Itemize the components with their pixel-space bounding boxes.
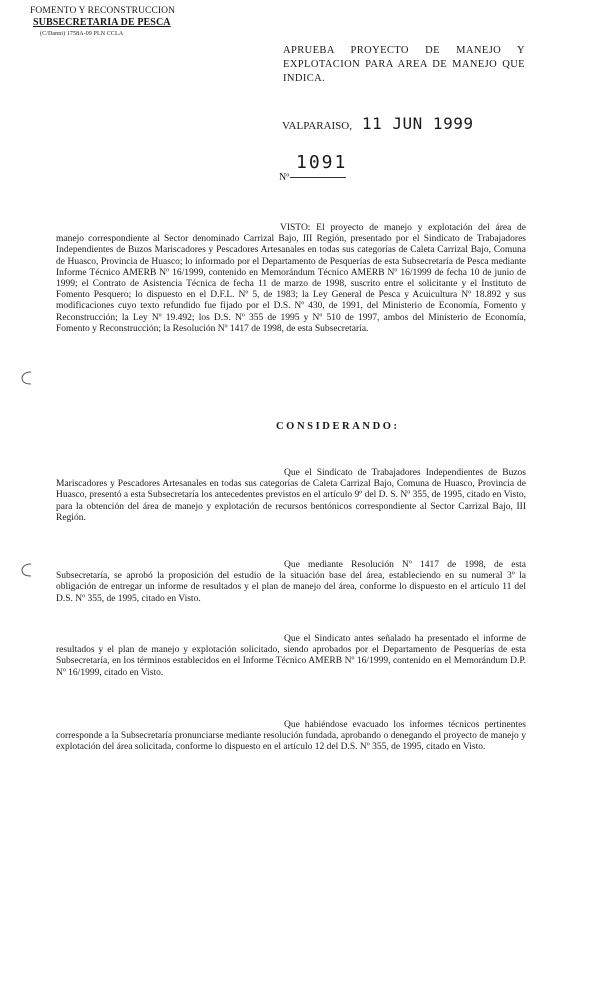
- file-reference: (C/Danni) 1758A-09 PLN CCLA: [40, 31, 124, 37]
- considerando-paragraph-1: Que el Sindicato de Trabajadores Independientes de Buzos Mariscadores y Pescadores Artesanales en todas sus categorías de Caleta Carrizal Bajo, Comuna de Huasco, Provincia de Huasco, presentó a esta Subsecretaría los antecedentes previstos en el artículo 9º del D. S. Nº 355, de 1995, citado en Visto, para la obtención del área de manejo y explotación de recursos bentónicos correspondiente al Sector Carrizal Bajo, III Región.: [56, 468, 526, 523]
- date-stamp: 11 JUN 1999: [362, 114, 474, 133]
- number-label: Nº: [279, 172, 290, 183]
- considerando-paragraph-4: Que habiéndose evacuado los informes técnicos pertinentes corresponde a la Subsecretaría pronunciarse mediante resolución fundada, aprobando o denegando el proyecto de manejo y explotación del área solicitada, conforme lo dispuesto en el artículo 12 del D.S. Nº 355, de 1995, citado en Visto.: [56, 720, 526, 753]
- considerando-title: CONSIDERANDO:: [276, 421, 400, 432]
- considerando-paragraph-2: Que mediante Resolución Nº 1417 de 1998, de esta Subsecretaría, se aprobó la proposición del estudio de la situación base del área, estableciendo en su numeral 3º la obligación de entregar un informe de resultados y el plan de manejo del área, conforme lo dispuesto en el artículo 11 del D.S. Nº 355, de 1995, citado en Visto.: [56, 560, 526, 604]
- considerando-paragraph-3: Que el Sindicato antes señalado ha presentado el informe de resultados y el plan de manejo y explotación solicitado, siendo aprobados por el Departamento de Pesquerías de esta Subsecretaría, en los términos establecidos en el Informe Técnico AMERB Nº 16/1999, contenido en el Memorándum D.P. Nº 16/1999, citado en Visto.: [56, 634, 526, 678]
- punch-hole-mark-icon: [20, 562, 34, 578]
- punch-hole-mark-icon: [20, 370, 34, 386]
- visto-paragraph: VISTO: El proyecto de manejo y explotación del área de manejo correspondiente al Sector denominado Carrizal Bajo, III Región, presentado por el Sindicato de Trabajadores Independientes de Buzos Mariscadores y Pescadores Artesanales en todas sus categorías de Caleta Carrizal Bajo, Comuna de Huasco, Provincia de Huasco; lo informado por el Departamento de Pesquerías de esta Subsecretaría de Pesca mediante Informe Técnico AMERB Nº 16/1999, contenido en Memorándum Técnico AMERB Nº 16/1999 de fecha 10 de junio de 1999; el Contrato de Asistencia Técnica de fecha 11 de marzo de 1998, suscrito entre el solicitante y el Instituto de Fomento Pesquero; lo dispuesto en el D.F.L. Nº 5, de 1983; la Ley General de Pesca y Acuicultura Nº 18.892 y sus modificaciones cuyo texto refundido fue fijado por el D.S. Nº 430, de 1991, del Ministerio de Economía, Fomento y Reconstrucción; la Ley Nº 19.492; los D.S. Nº 355 de 1995 y Nº 510 de 1997, ambos del Ministerio de Economía, Fomento y Reconstrucción; la Resolución Nº 1417 de 1998, de esta Subsecretaría.: [56, 223, 526, 334]
- resolution-subject: APRUEBA PROYECTO DE MANEJO Y EXPLOTACION PARA AREA DE MANEJO QUE INDICA.: [283, 45, 525, 84]
- resolution-number: 1091: [296, 152, 348, 173]
- ministry-line: FOMENTO Y RECONSTRUCCION: [30, 6, 176, 16]
- number-underline: [290, 177, 346, 178]
- place-label: VALPARAISO,: [282, 120, 352, 132]
- subsecretaria-heading: SUBSECRETARIA DE PESCA: [33, 17, 171, 28]
